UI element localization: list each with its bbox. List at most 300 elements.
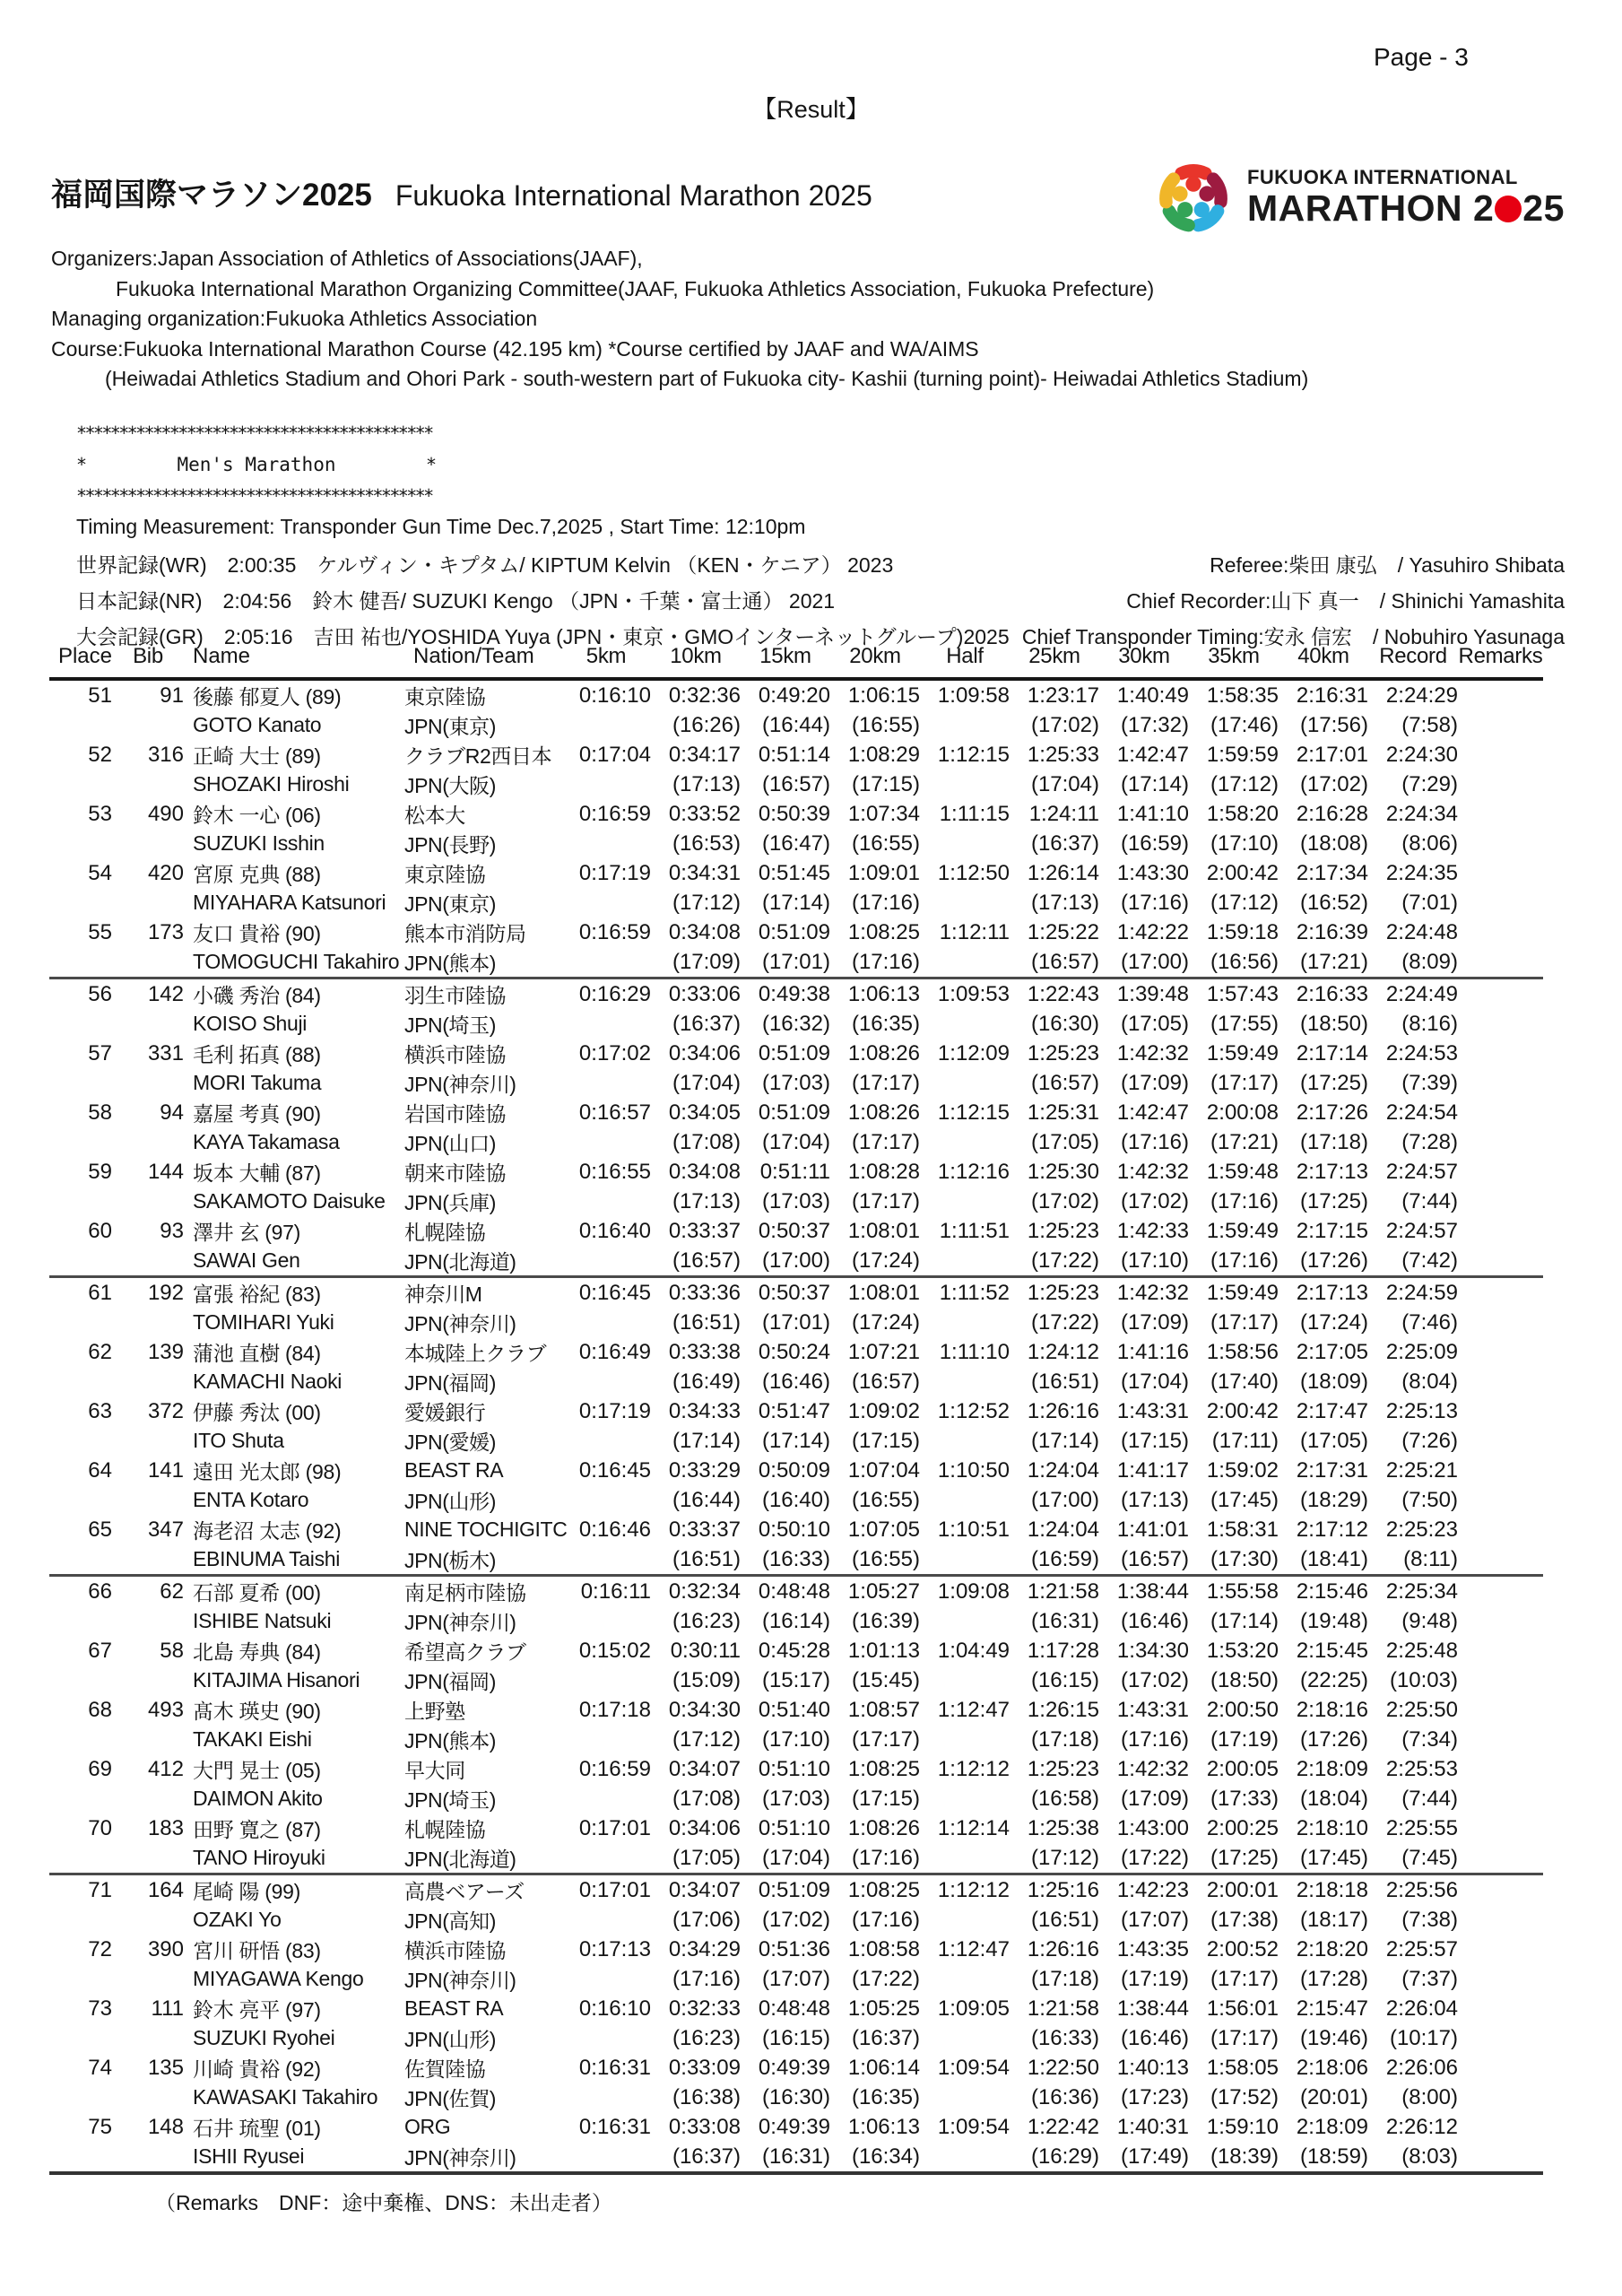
- split-time-cell: 0:34:06: [668, 1040, 741, 1065]
- result-row-main: [49, 1157, 1543, 1187]
- lap-split-cell: (17:07): [761, 1966, 830, 1991]
- marathon-logo-mark-icon: [1150, 154, 1236, 240]
- lap-split-cell: (20:01): [1299, 2084, 1368, 2109]
- split-time-cell: 1:43:00: [1116, 1815, 1189, 1840]
- lap-split-cell: (17:08): [672, 1786, 741, 1811]
- lap-split-cell: (16:26): [672, 712, 741, 737]
- split-time-cell: 0:51:40: [758, 1697, 830, 1722]
- lap-split-cell: (10:03): [1389, 1667, 1458, 1692]
- lap-split-cell: (16:57): [1030, 949, 1099, 974]
- split-time-cell: 1:07:21: [847, 1339, 920, 1364]
- place-cell: 72: [88, 1936, 112, 1961]
- split-time-cell: 1:12:15: [937, 742, 1010, 767]
- bib-cell-empty: [112, 1367, 184, 1396]
- remarks-cell: [1458, 799, 1543, 829]
- split-time-cell: 0:17:02: [578, 1040, 651, 1065]
- result-row-sub: [49, 2142, 1543, 2173]
- lap-split-cell: (22:25): [1299, 1667, 1368, 1692]
- lap-split-cell: (17:09): [672, 949, 741, 974]
- result-row-sub: [49, 1426, 1543, 1456]
- split-time-cell: 1:09:54: [937, 2055, 1010, 2080]
- lap-split-cell: (17:16): [672, 1966, 741, 1991]
- result-row-sub: [49, 1964, 1543, 1994]
- split-time-cell: 1:09:05: [937, 1996, 1010, 2021]
- bib-cell-empty: [112, 829, 184, 858]
- split-time-cell: 1:41:01: [1116, 1517, 1189, 1542]
- lap-split-cell: (17:14): [761, 890, 830, 915]
- lap-split-cell: (17:13): [1120, 1487, 1189, 1512]
- bib-cell: 390: [147, 1936, 184, 1961]
- nation-cell: JPN(熊本): [404, 952, 496, 975]
- split-time-cell: 1:12:50: [937, 860, 1010, 885]
- result-row-main: [49, 978, 1543, 1010]
- split-time-cell: 1:25:38: [1027, 1815, 1099, 1840]
- lap-split-cell: (17:05): [672, 1845, 741, 1870]
- split-time-cell: 0:16:46: [578, 1517, 651, 1542]
- results-header-row: [49, 644, 1543, 679]
- split-time-cell: 0:17:01: [578, 1877, 651, 1902]
- course-detail-line: (Heiwadai Athletics Stadium and Ohori Park - south-western part of Fukuoka city- Kashii (turning point)- Heiwadai Athletics Stadium): [105, 367, 1309, 390]
- lap-split-cell: (17:40): [1210, 1369, 1279, 1394]
- banner-star-left: *: [76, 454, 88, 475]
- column-header-20km: 20km: [849, 644, 901, 668]
- result-row-main: [49, 2053, 1543, 2083]
- timing-measurement-line: Timing Measurement: Transponder Gun Time Dec.7,2025 , Start Time: 12:10pm: [76, 515, 806, 538]
- place-cell: 58: [88, 1100, 112, 1125]
- nation-cell: JPN(埼玉): [404, 1788, 496, 1812]
- name-japanese-cell: 北島 寿典 (84): [193, 1640, 321, 1664]
- lap-split-cell: (17:09): [1120, 1070, 1189, 1095]
- lap-split-cell: [920, 1367, 1010, 1396]
- place-cell-empty: [49, 1544, 112, 1576]
- name-roman-cell: DAIMON Akito: [193, 1787, 323, 1810]
- lap-split-cell: (8:11): [1403, 1546, 1458, 1571]
- column-header-5km: 5km: [585, 644, 627, 668]
- split-time-cell: 0:17:19: [578, 860, 651, 885]
- place-cell: 59: [88, 1159, 112, 1184]
- bib-cell: 62: [160, 1578, 184, 1604]
- split-time-cell: 0:45:28: [758, 1638, 830, 1663]
- split-time-cell: 0:16:31: [578, 2114, 651, 2139]
- lap-split-cell: (7:50): [1401, 1487, 1458, 1512]
- lap-split-cell: (17:10): [1210, 831, 1279, 856]
- team-cell: 高農ベアーズ: [404, 1880, 525, 1903]
- split-time-cell: 1:11:52: [939, 1280, 1010, 1305]
- lap-split-cell: [920, 1068, 1010, 1098]
- name-japanese-cell: 石部 夏希 (00): [193, 1581, 321, 1605]
- split-time-cell: 0:48:48: [758, 1996, 830, 2021]
- lap-split-cell: (7:44): [1401, 1188, 1458, 1213]
- result-row-sub: [49, 1784, 1543, 1813]
- remarks-cell-empty: [1458, 1009, 1543, 1039]
- lap-split-cell: (16:46): [1120, 1608, 1189, 1633]
- lap-split-cell: (17:04): [761, 1845, 830, 1870]
- remarks-cell-empty: [1458, 829, 1543, 858]
- split-time-cell: 2:25:55: [1385, 1815, 1458, 1840]
- split-time-cell: 1:59:02: [1206, 1457, 1279, 1483]
- split-time-cell: 1:25:16: [1027, 1877, 1099, 1902]
- result-row-main: [49, 740, 1543, 770]
- lap-split-cell: (16:53): [672, 831, 741, 856]
- logo-petal: [1182, 170, 1206, 173]
- remarks-cell: [1458, 1576, 1543, 1607]
- split-time-cell: 2:17:01: [1296, 742, 1368, 767]
- lap-split-cell: (18:09): [1299, 1369, 1368, 1394]
- split-time-cell: 0:16:49: [578, 1339, 651, 1364]
- logo-text: [1247, 168, 1565, 227]
- lap-split-cell: (17:15): [851, 771, 920, 796]
- place-cell: 70: [88, 1815, 112, 1840]
- split-time-cell: 0:34:08: [668, 919, 741, 944]
- split-time-cell: 1:24:04: [1027, 1517, 1099, 1542]
- split-time-cell: 1:26:16: [1027, 1398, 1099, 1423]
- result-row-sub: [49, 829, 1543, 858]
- split-time-cell: 2:17:12: [1296, 1517, 1368, 1542]
- split-time-cell: 1:04:49: [937, 1638, 1010, 1663]
- lap-split-cell: (17:16): [851, 1907, 920, 1932]
- lap-split-cell: (17:11): [1211, 1428, 1279, 1453]
- lap-split-cell: (17:30): [1210, 1546, 1279, 1571]
- split-time-cell: 1:08:57: [847, 1697, 920, 1722]
- split-time-cell: 0:34:08: [668, 1159, 741, 1184]
- name-roman-cell: TOMIHARI Yuki: [193, 1310, 334, 1334]
- lap-split-cell: (7:29): [1401, 771, 1458, 796]
- lap-split-cell: (16:55): [851, 1546, 920, 1571]
- split-time-cell: 2:17:31: [1296, 1457, 1368, 1483]
- lap-split-cell: (17:04): [672, 1070, 741, 1095]
- split-time-cell: 2:26:04: [1385, 1996, 1458, 2021]
- lap-split-cell: (17:38): [1210, 1907, 1279, 1932]
- team-cell: 東京陸協: [404, 863, 486, 886]
- remarks-cell: [1458, 1754, 1543, 1784]
- logo-line1: FUKUOKA INTERNATIONAL: [1247, 166, 1518, 188]
- result-row-main: [49, 1636, 1543, 1665]
- lap-split-cell: (17:49): [1120, 2144, 1189, 2169]
- remarks-cell-empty: [1458, 1308, 1543, 1337]
- result-row-sub: [49, 1308, 1543, 1337]
- result-row-sub: [49, 2023, 1543, 2053]
- lap-split-cell: (7:34): [1401, 1726, 1458, 1752]
- result-row-main: [49, 1935, 1543, 1964]
- nation-cell: JPN(東京): [404, 892, 496, 916]
- lap-split-cell: (17:12): [1030, 1845, 1099, 1870]
- split-time-cell: 0:51:09: [758, 1040, 830, 1065]
- result-row-main: [49, 918, 1543, 947]
- lap-split-cell: (17:15): [851, 1786, 920, 1811]
- split-time-cell: 0:33:37: [668, 1218, 741, 1243]
- column-header-nation: Nation/Team: [413, 644, 534, 668]
- place-cell: 63: [88, 1398, 112, 1423]
- remarks-cell: [1458, 1157, 1543, 1187]
- name-japanese-cell: 友口 貴裕 (90): [193, 922, 321, 945]
- result-row-main: [49, 1216, 1543, 1246]
- lap-split-cell: (19:46): [1299, 2025, 1368, 2050]
- bib-cell-empty: [112, 888, 184, 918]
- remarks-cell-empty: [1458, 1964, 1543, 1994]
- lap-split-cell: (8:00): [1401, 2084, 1458, 2109]
- split-time-cell: 0:33:38: [668, 1339, 741, 1364]
- split-time-cell: 1:12:12: [937, 1756, 1010, 1781]
- split-time-cell: 1:39:48: [1116, 981, 1189, 1006]
- split-time-cell: 1:07:04: [847, 1457, 920, 1483]
- split-time-cell: 1:24:11: [1028, 801, 1099, 826]
- bib-cell: 331: [147, 1040, 184, 1065]
- lap-split-cell: (17:17): [1210, 2025, 1279, 2050]
- team-cell: 松本大: [404, 804, 465, 827]
- result-row-main: [49, 1695, 1543, 1725]
- nation-cell: JPN(神奈川): [404, 1611, 516, 1634]
- lap-split-cell: (17:19): [1210, 1726, 1279, 1752]
- nation-cell: JPN(熊本): [404, 1729, 496, 1752]
- lap-split-cell: (17:19): [1120, 1966, 1189, 1991]
- bib-cell: 144: [147, 1159, 184, 1184]
- split-time-cell: 0:16:29: [578, 981, 651, 1006]
- bib-cell-empty: [112, 1308, 184, 1337]
- result-row-sub: [49, 888, 1543, 918]
- split-time-cell: 0:51:11: [759, 1159, 830, 1184]
- place-cell: 53: [88, 801, 112, 826]
- national-record-row: [76, 583, 1565, 619]
- split-time-cell: 1:01:13: [847, 1638, 920, 1663]
- split-time-cell: 1:08:26: [847, 1040, 920, 1065]
- lap-split-cell: (16:51): [672, 1546, 741, 1571]
- split-time-cell: 2:24:53: [1385, 1040, 1458, 1065]
- split-time-cell: 0:34:17: [668, 742, 741, 767]
- lap-split-cell: (17:46): [1210, 712, 1279, 737]
- lap-split-cell: (17:10): [761, 1726, 830, 1752]
- lap-split-cell: (16:15): [761, 2025, 830, 2050]
- split-time-cell: 0:17:13: [578, 1936, 651, 1961]
- lap-split-cell: (17:18): [1030, 1966, 1099, 1991]
- split-time-cell: 1:08:28: [847, 1159, 920, 1184]
- remarks-cell: [1458, 1636, 1543, 1665]
- chief-recorder-text: Chief Recorder:山下 真一 / Shinichi Yamashita: [1126, 589, 1565, 613]
- team-cell: 横浜市陸協: [404, 1939, 507, 1962]
- lap-split-cell: (17:03): [761, 1188, 830, 1213]
- column-header-record: Record: [1379, 644, 1447, 668]
- result-row-sub: [49, 710, 1543, 740]
- split-time-cell: 1:25:22: [1027, 919, 1099, 944]
- lap-split-cell: (16:46): [761, 1369, 830, 1394]
- split-time-cell: 1:56:01: [1206, 1996, 1279, 2021]
- split-time-cell: 1:17:28: [1027, 1638, 1099, 1663]
- lap-split-cell: (16:34): [851, 2144, 920, 2169]
- result-row-sub: [49, 1665, 1543, 1695]
- split-time-cell: 1:09:58: [937, 683, 1010, 708]
- result-row-main: [49, 1039, 1543, 1068]
- split-time-cell: 0:49:38: [758, 981, 830, 1006]
- lap-split-cell: (7:37): [1401, 1966, 1458, 1991]
- place-cell: 55: [88, 919, 112, 944]
- lap-split-cell: (17:16): [1120, 1129, 1189, 1154]
- lap-split-cell: [561, 1068, 651, 1098]
- split-time-cell: 0:34:06: [668, 1815, 741, 1840]
- remarks-cell-empty: [1458, 710, 1543, 740]
- bib-cell: 183: [147, 1815, 184, 1840]
- bib-cell-empty: [112, 1843, 184, 1874]
- split-time-cell: 1:08:26: [847, 1100, 920, 1125]
- name-japanese-cell: 尾崎 陽 (99): [193, 1880, 300, 1903]
- lap-split-cell: (16:33): [761, 1546, 830, 1571]
- chief-transponder-text: Chief Transponder Timing:安永 信宏 / Nobuhiro Yasunaga: [1021, 625, 1565, 648]
- event-title: [51, 170, 872, 215]
- place-cell-empty: [49, 1308, 112, 1337]
- split-time-cell: 0:50:37: [758, 1218, 830, 1243]
- lap-split-cell: [920, 1308, 1010, 1337]
- split-time-cell: 2:17:05: [1296, 1339, 1368, 1364]
- place-cell-empty: [49, 947, 112, 978]
- lap-split-cell: [920, 1725, 1010, 1754]
- lap-split-cell: [561, 710, 651, 740]
- remarks-cell-empty: [1458, 888, 1543, 918]
- lap-split-cell: (7:01): [1401, 890, 1458, 915]
- lap-split-cell: (18:17): [1299, 1907, 1368, 1932]
- split-time-cell: 1:05:25: [847, 1996, 920, 2021]
- split-time-cell: 1:08:25: [847, 1756, 920, 1781]
- split-time-cell: 2:18:18: [1296, 1877, 1368, 1902]
- split-time-cell: 1:43:35: [1116, 1936, 1189, 1961]
- lap-split-cell: (16:31): [1030, 1608, 1099, 1633]
- team-cell: 熊本市消防局: [404, 922, 526, 945]
- team-cell: BEAST RA: [404, 1458, 504, 1482]
- lap-split-cell: [561, 1009, 651, 1039]
- lap-split-cell: [920, 1665, 1010, 1695]
- split-time-cell: 2:18:06: [1296, 2055, 1368, 2080]
- split-time-cell: 0:34:33: [668, 1398, 741, 1423]
- split-time-cell: 0:32:33: [668, 1996, 741, 2021]
- name-japanese-cell: 石井 琉聖 (01): [193, 2117, 321, 2140]
- lap-split-cell: (17:05): [1299, 1428, 1368, 1453]
- team-cell: 本城陸上クラブ: [404, 1342, 547, 1365]
- bib-cell-empty: [112, 1725, 184, 1754]
- name-roman-cell: KAMACHI Naoki: [193, 1370, 343, 1393]
- lap-split-cell: [561, 1843, 651, 1874]
- lap-split-cell: [920, 1246, 1010, 1277]
- result-row-sub: [49, 1068, 1543, 1098]
- lap-split-cell: (17:12): [1210, 771, 1279, 796]
- banner-star-right: *: [425, 454, 437, 475]
- lap-split-cell: (17:17): [1210, 1070, 1279, 1095]
- bib-cell-empty: [112, 2023, 184, 2053]
- name-roman-cell: TANO Hiroyuki: [193, 1846, 325, 1869]
- event-info: [51, 244, 1308, 395]
- name-roman-cell: SHOZAKI Hiroshi: [193, 772, 350, 796]
- name-roman-cell: KAWASAKI Takahiro: [193, 2085, 378, 2109]
- split-time-cell: 1:12:47: [937, 1936, 1010, 1961]
- split-time-cell: 1:06:14: [847, 2055, 920, 2080]
- lap-split-cell: [561, 1964, 651, 1994]
- lap-split-cell: (7:28): [1401, 1129, 1458, 1154]
- lap-split-cell: (16:46): [1120, 2025, 1189, 2050]
- split-time-cell: 1:08:58: [847, 1936, 920, 1961]
- lap-split-cell: (16:57): [1120, 1546, 1189, 1571]
- lap-split-cell: (17:14): [1210, 1608, 1279, 1633]
- result-row-main: [49, 1813, 1543, 1843]
- split-time-cell: 2:00:42: [1206, 860, 1279, 885]
- split-time-cell: 2:25:53: [1385, 1756, 1458, 1781]
- lap-split-cell: (18:29): [1299, 1487, 1368, 1512]
- split-time-cell: 1:08:01: [847, 1218, 920, 1243]
- lap-split-cell: (17:21): [1299, 949, 1368, 974]
- lap-split-cell: (17:14): [761, 1428, 830, 1453]
- lap-split-cell: (17:24): [1299, 1309, 1368, 1335]
- nation-cell: JPN(佐賀): [404, 2087, 496, 2110]
- lap-split-cell: [561, 2142, 651, 2173]
- team-cell: 横浜市陸協: [404, 1043, 507, 1066]
- bib-cell: 372: [147, 1398, 184, 1423]
- lap-split-cell: (17:02): [1120, 1188, 1189, 1213]
- banner-stars-bottom: ******************************************: [76, 485, 432, 507]
- lap-split-cell: (16:47): [761, 831, 830, 856]
- split-time-cell: 1:25:31: [1027, 1100, 1099, 1125]
- bib-cell: 111: [151, 1996, 184, 2021]
- place-cell: 64: [88, 1457, 112, 1483]
- split-time-cell: 1:38:44: [1116, 1996, 1189, 2021]
- split-time-cell: 2:25:21: [1385, 1457, 1458, 1483]
- remarks-cell-empty: [1458, 2023, 1543, 2053]
- lap-split-cell: (16:57): [1030, 1070, 1099, 1095]
- split-time-cell: 0:49:39: [758, 2114, 830, 2139]
- name-japanese-cell: 宮川 研悟 (83): [193, 1939, 321, 1962]
- result-row-sub: [49, 1485, 1543, 1515]
- lap-split-cell: (16:44): [761, 712, 830, 737]
- lap-split-cell: (17:17): [851, 1070, 920, 1095]
- lap-split-cell: [920, 1905, 1010, 1935]
- remarks-cell-empty: [1458, 1187, 1543, 1216]
- split-time-cell: 0:51:45: [758, 860, 830, 885]
- name-japanese-cell: 富張 裕紀 (83): [193, 1283, 321, 1306]
- split-time-cell: 2:00:01: [1206, 1877, 1279, 1902]
- split-time-cell: 2:25:23: [1385, 1517, 1458, 1542]
- lap-split-cell: (16:31): [761, 2144, 830, 2169]
- split-time-cell: 1:25:23: [1027, 1280, 1099, 1305]
- split-time-cell: 2:16:28: [1296, 801, 1368, 826]
- lap-split-cell: [561, 1905, 651, 1935]
- name-roman-cell: MIYAGAWA Kengo: [193, 1967, 364, 1990]
- split-time-cell: 1:40:13: [1116, 2055, 1189, 2080]
- split-time-cell: 2:17:34: [1296, 860, 1368, 885]
- split-time-cell: 1:59:49: [1206, 1280, 1279, 1305]
- name-roman-cell: MIYAHARA Katsunori: [193, 891, 386, 914]
- lap-split-cell: (16:38): [672, 2084, 741, 2109]
- lap-split-cell: [920, 2142, 1010, 2173]
- split-time-cell: 2:24:30: [1385, 742, 1458, 767]
- column-header-10km: 10km: [670, 644, 722, 668]
- lap-split-cell: (8:04): [1401, 1369, 1458, 1394]
- lap-split-cell: (17:05): [1120, 1011, 1189, 1036]
- team-cell: 愛媛銀行: [404, 1401, 486, 1424]
- lap-split-cell: [920, 710, 1010, 740]
- logo-line2-post: 25: [1522, 187, 1565, 229]
- split-time-cell: 2:16:31: [1296, 683, 1368, 708]
- nation-cell: JPN(神奈川): [404, 1073, 516, 1096]
- name-roman-cell: SAKAMOTO Daisuke: [193, 1189, 386, 1213]
- split-time-cell: 1:58:35: [1206, 683, 1279, 708]
- section-title: Men's Marathon: [177, 454, 336, 475]
- lap-split-cell: (16:36): [1030, 2084, 1099, 2109]
- lap-split-cell: (7:39): [1401, 1070, 1458, 1095]
- bib-cell: 490: [147, 801, 184, 826]
- split-time-cell: 0:51:14: [758, 742, 830, 767]
- lap-split-cell: (16:57): [761, 771, 830, 796]
- bib-cell: 192: [147, 1280, 184, 1305]
- result-row-sub: [49, 1187, 1543, 1216]
- nation-cell: JPN(高知): [404, 1909, 496, 1933]
- result-row-sub: [49, 1246, 1543, 1277]
- column-header-name: Name: [193, 644, 251, 668]
- bib-cell-empty: [112, 1784, 184, 1813]
- result-row-main: [49, 1874, 1543, 1906]
